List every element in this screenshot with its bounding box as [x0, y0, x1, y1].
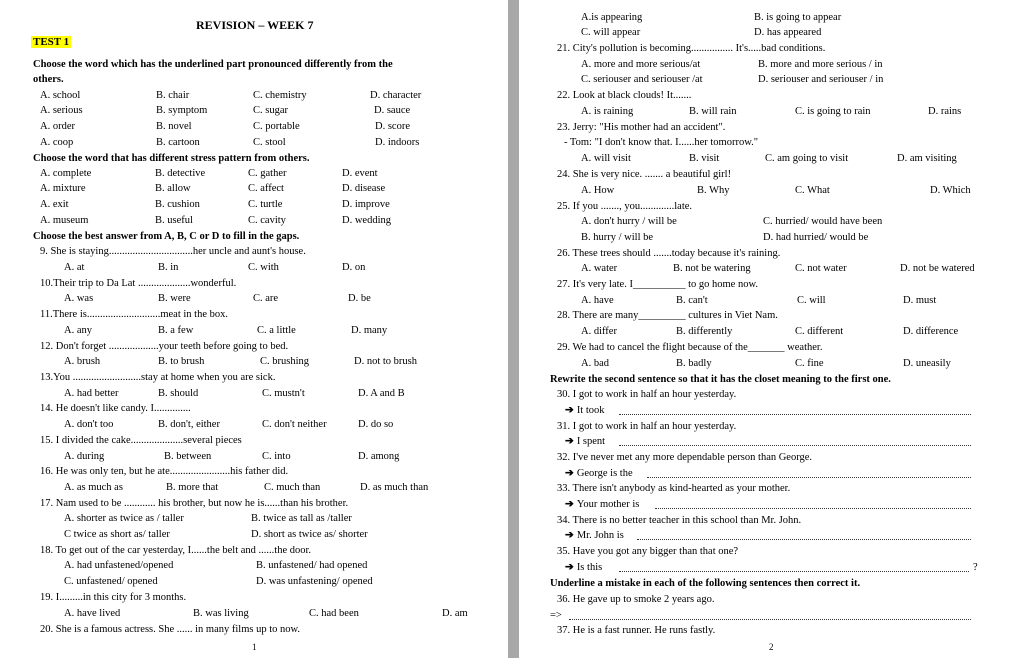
option-a[interactable]: A. shorter as twice as / taller	[64, 513, 184, 524]
option-c[interactable]: C. chemistry	[253, 90, 307, 101]
option-c[interactable]: C. different	[795, 326, 844, 337]
option-d[interactable]: D. difference	[903, 326, 959, 337]
option-a[interactable]: A. bad	[581, 358, 609, 369]
option-c[interactable]: C. turtle	[248, 199, 283, 210]
option-b[interactable]: B. between	[164, 451, 212, 462]
option-c[interactable]: C twice as short as/ taller	[64, 529, 170, 540]
option-d[interactable]: D. many	[351, 325, 388, 336]
option-d[interactable]: D. be	[348, 293, 371, 304]
answer-field[interactable]	[619, 445, 971, 446]
question-text: 17. Nam used to be ............ his brother, but now he is......than his brother.	[40, 498, 349, 509]
option-d[interactable]: D. A and B	[358, 388, 405, 399]
option-a[interactable]: A. had unfastened/opened	[64, 560, 174, 571]
test-label: TEST 1	[33, 36, 70, 48]
option-c[interactable]: C. had been	[309, 608, 359, 619]
option-c[interactable]: C. will	[797, 295, 826, 306]
option-a[interactable]: A. water	[581, 263, 618, 274]
option-c[interactable]: C. with	[248, 262, 279, 273]
option-c[interactable]: C. will appear	[581, 27, 641, 38]
option-b[interactable]: B. unfastened/ had opened	[256, 560, 368, 571]
option-c[interactable]: C. fine	[795, 358, 824, 369]
option-a[interactable]: A. school	[40, 90, 81, 101]
question-mark: ?	[973, 562, 978, 573]
option-c[interactable]: C. unfastened/ opened	[64, 576, 158, 587]
option-c[interactable]: C. sugar	[253, 105, 288, 116]
option-d[interactable]: D. character	[370, 90, 422, 101]
option-b[interactable]: B. cartoon	[156, 137, 200, 148]
question-text: 32. I've never met any more dependable person than George.	[557, 452, 813, 463]
option-a[interactable]: A. mixture	[40, 183, 86, 194]
question-text: 22. Look at black clouds! It.......	[557, 90, 692, 101]
answer-line: ➔ It took	[565, 405, 605, 416]
question-text: 9. She is staying................................her uncle and aunt's house.	[40, 246, 306, 257]
option-a[interactable]: A. as much as	[64, 482, 123, 493]
option-a[interactable]: A. How	[581, 185, 615, 196]
question-text: 16. He was only ten, but he ate.......................his father did.	[40, 466, 289, 477]
option-b[interactable]: B. were	[158, 293, 191, 304]
option-b[interactable]: B. will rain	[689, 106, 737, 117]
option-c[interactable]: C. seriouser and seriouser /at	[581, 74, 703, 85]
option-a[interactable]: A. don't hurry / will be	[581, 216, 677, 227]
option-d[interactable]: D. improve	[342, 199, 390, 210]
question-text: 11.There is............................meat in the box.	[40, 309, 228, 320]
option-d[interactable]: D. had hurried/ would be	[763, 232, 869, 243]
answer-line: ➔ Your mother is	[565, 499, 640, 510]
question-text: 13.You ..........................stay at home when you are sick.	[40, 372, 276, 383]
option-a[interactable]: A. brush	[64, 356, 101, 367]
option-b[interactable]: B. Why	[697, 185, 730, 196]
option-c[interactable]: C. stool	[253, 137, 286, 148]
option-b[interactable]: B. symptom	[156, 105, 208, 116]
option-c[interactable]: C. don't neither	[262, 419, 327, 430]
question-text: 30. I got to work in half an hour yesterday.	[557, 389, 737, 400]
question-text: 27. It's very late. I__________ to go home now.	[557, 279, 758, 290]
answer-field[interactable]	[619, 414, 971, 415]
option-d[interactable]: D. short as twice as/ shorter	[251, 529, 368, 540]
arrow-right-icon: ➔	[565, 405, 574, 416]
option-a[interactable]: A. was	[64, 293, 94, 304]
option-d[interactable]: D. am visiting	[897, 153, 957, 164]
option-d[interactable]: D. on	[342, 262, 366, 273]
arrow-right-icon: ➔	[565, 436, 574, 447]
option-c[interactable]: C. portable	[253, 121, 300, 132]
option-c[interactable]: C. is going to rain	[795, 106, 871, 117]
question-text: 23. Jerry: "His mother had an accident".	[557, 122, 726, 133]
option-b[interactable]: B. detective	[155, 168, 206, 179]
option-b[interactable]: B. visit	[689, 153, 720, 164]
instruction-stress: Choose the word that has different stress pattern from others.	[33, 153, 310, 164]
arrow-right-icon: ➔	[565, 468, 574, 479]
option-b[interactable]: B. can't	[676, 295, 708, 306]
option-b[interactable]: B. chair	[156, 90, 190, 101]
option-d[interactable]: D. among	[358, 451, 400, 462]
option-d[interactable]: D. seriouser and seriouser / in	[758, 74, 884, 85]
question-text: 12. Don't forget ...................your teeth before going to bed.	[40, 341, 289, 352]
question-text-2: - Tom: "I don't know that. I......her tomorrow."	[564, 137, 759, 148]
option-c[interactable]: C. affect	[248, 183, 284, 194]
option-d[interactable]: D. am	[442, 608, 468, 619]
answer-field[interactable]	[569, 619, 971, 620]
option-a[interactable]: A. exit	[40, 199, 69, 210]
option-b[interactable]: B. is going to appear	[754, 12, 842, 23]
question-text: 15. I divided the cake....................several pieces	[40, 435, 242, 446]
instruction-best-answer: Choose the best answer from A, B, C or D to fill in the gaps.	[33, 231, 300, 242]
answer-line: ➔ I spent	[565, 436, 606, 447]
question-text: 31. I got to work in half an hour yesterday.	[557, 421, 737, 432]
question-text: 19. I.........in this city for 3 months.	[40, 592, 187, 603]
option-d[interactable]: D. sauce	[374, 105, 411, 116]
option-b[interactable]: B. differently	[676, 326, 733, 337]
option-d[interactable]: D. was unfastening/ opened	[256, 576, 373, 587]
option-c[interactable]: C. mustn't	[262, 388, 305, 399]
question-text: 29. We had to cancel the flight because of the_______ weather.	[557, 342, 823, 353]
option-d[interactable]: D. must	[903, 295, 937, 306]
option-c[interactable]: C. into	[262, 451, 291, 462]
instruction-pronunciation: Choose the word which has the underlined part pronounced differently from the	[33, 59, 393, 70]
option-b[interactable]: B. in	[158, 262, 179, 273]
option-b[interactable]: B. useful	[155, 215, 193, 226]
option-b[interactable]: B. more and more serious / in	[758, 59, 883, 70]
option-a[interactable]: A. is raining	[581, 106, 634, 117]
answer-field[interactable]	[647, 477, 971, 478]
option-c[interactable]: C. hurried/ would have been	[763, 216, 883, 227]
question-text: 34. There is no better teacher in this school than Mr. John.	[557, 515, 802, 526]
option-b[interactable]: B. don't, either	[158, 419, 220, 430]
option-c[interactable]: C. not water	[795, 263, 847, 274]
option-a[interactable]: A. complete	[40, 168, 92, 179]
option-c[interactable]: C. a little	[257, 325, 296, 336]
option-a[interactable]: A. museum	[40, 215, 89, 226]
option-b[interactable]: B. allow	[155, 183, 191, 194]
option-a[interactable]: A. coop	[40, 137, 74, 148]
question-text: 35. Have you got any bigger than that one?	[557, 546, 739, 557]
option-a[interactable]: A. differ	[581, 326, 617, 337]
answer-line: ➔ Mr. John is	[565, 530, 624, 541]
instruction-pronunciation-cont: others.	[33, 74, 64, 85]
arrow-right-icon: ➔	[565, 499, 574, 510]
option-d[interactable]: D. as much than	[360, 482, 429, 493]
option-a[interactable]: A. have lived	[64, 608, 121, 619]
option-c[interactable]: C. am going to visit	[765, 153, 849, 164]
option-c[interactable]: C. What	[795, 185, 830, 196]
option-b[interactable]: B. not be watering	[673, 263, 751, 274]
option-d[interactable]: D. has appeared	[754, 27, 822, 38]
answer-line: ➔ Is this	[565, 562, 603, 573]
question-text: 21. City's pollution is becoming................ It's.....bad conditions.	[557, 43, 826, 54]
question-text: 28. There are many_________ cultures in Viet Nam.	[557, 310, 778, 321]
option-d[interactable]: D. not to brush	[354, 356, 417, 367]
answer-field[interactable]	[637, 539, 971, 540]
answer-field[interactable]	[655, 508, 971, 509]
page-number: 1	[252, 642, 257, 652]
option-a[interactable]: A. order	[40, 121, 75, 132]
option-d[interactable]: D. rains	[928, 106, 962, 117]
option-a[interactable]: A. had better	[64, 388, 119, 399]
option-d[interactable]: D. not be watered	[900, 263, 975, 274]
option-a[interactable]: A. more and more serious/at	[581, 59, 701, 70]
option-b[interactable]: B. to brush	[158, 356, 205, 367]
arrow-right-icon: ➔	[565, 562, 574, 573]
document-page-1	[0, 0, 508, 658]
question-text: 18. To get out of the car yesterday, I......the belt and ......the door.	[40, 545, 312, 556]
option-d[interactable]: D. indoors	[375, 137, 420, 148]
option-a[interactable]: A. have	[581, 295, 614, 306]
option-d[interactable]: D. wedding	[342, 215, 391, 226]
answer-prefix: =>	[550, 610, 562, 621]
question-text: 14. He doesn't like candy. I..............	[40, 403, 191, 414]
option-b[interactable]: B. more that	[166, 482, 219, 493]
answer-line: ➔ George is the	[565, 468, 633, 479]
option-b[interactable]: B. should	[158, 388, 199, 399]
question-text: 25. If you ......., you.............late.	[557, 201, 693, 212]
question-text: 24. She is very nice. ....... a beautiful girl!	[557, 169, 732, 180]
option-d[interactable]: D. event	[342, 168, 378, 179]
option-c[interactable]: C. brushing	[260, 356, 310, 367]
option-b[interactable]: B. was living	[193, 608, 249, 619]
document-page-2	[519, 0, 1024, 658]
option-b[interactable]: B. twice as tall as /taller	[251, 513, 352, 524]
option-d[interactable]: D. do so	[358, 419, 394, 430]
question-text: 36. He gave up to smoke 2 years ago.	[557, 594, 715, 605]
question-text: 33. There isn't anybody as kind-hearted as your mother.	[557, 483, 791, 494]
option-b[interactable]: B. a few	[158, 325, 194, 336]
option-d[interactable]: D. score	[375, 121, 410, 132]
question-20-text: 20. She is a famous actress. She ...... in many films up to now.	[40, 624, 301, 635]
option-c[interactable]: C. gather	[248, 168, 287, 179]
option-a[interactable]: A. don't too	[64, 419, 114, 430]
question-37-text: 37. He is a fast runner. He runs fastly.	[557, 625, 716, 636]
option-a[interactable]: A. will visit	[581, 153, 631, 164]
option-b[interactable]: B. cushion	[155, 199, 200, 210]
option-d[interactable]: D. disease	[342, 183, 386, 194]
option-c[interactable]: C. cavity	[248, 215, 286, 226]
option-d[interactable]: D. Which	[930, 185, 971, 196]
option-c[interactable]: C. are	[253, 293, 279, 304]
option-c[interactable]: C. much than	[264, 482, 321, 493]
option-b[interactable]: B. badly	[676, 358, 712, 369]
answer-field[interactable]	[619, 571, 969, 572]
question-text: 26. These trees should .......today because it's raining.	[557, 248, 781, 259]
page-title: REVISION – WEEK 7	[196, 18, 314, 32]
question-text: 10.Their trip to Da Lat ....................wonderful.	[40, 278, 237, 289]
option-b[interactable]: B. hurry / will be	[581, 232, 654, 243]
option-a[interactable]: A. at	[64, 262, 85, 273]
instruction-mistake: Underline a mistake in each of the following sentences then correct it.	[550, 578, 861, 589]
option-a[interactable]: A. any	[64, 325, 92, 336]
option-a[interactable]: A. serious	[40, 105, 83, 116]
option-d[interactable]: D. uneasily	[903, 358, 951, 369]
option-b[interactable]: B. novel	[156, 121, 192, 132]
instruction-rewrite: Rewrite the second sentence so that it has the closet meaning to the first one.	[550, 374, 891, 385]
option-a[interactable]: A.is appearing	[581, 12, 643, 23]
page-number: 2	[769, 642, 774, 652]
option-a[interactable]: A. during	[64, 451, 105, 462]
arrow-right-icon: ➔	[565, 530, 574, 541]
